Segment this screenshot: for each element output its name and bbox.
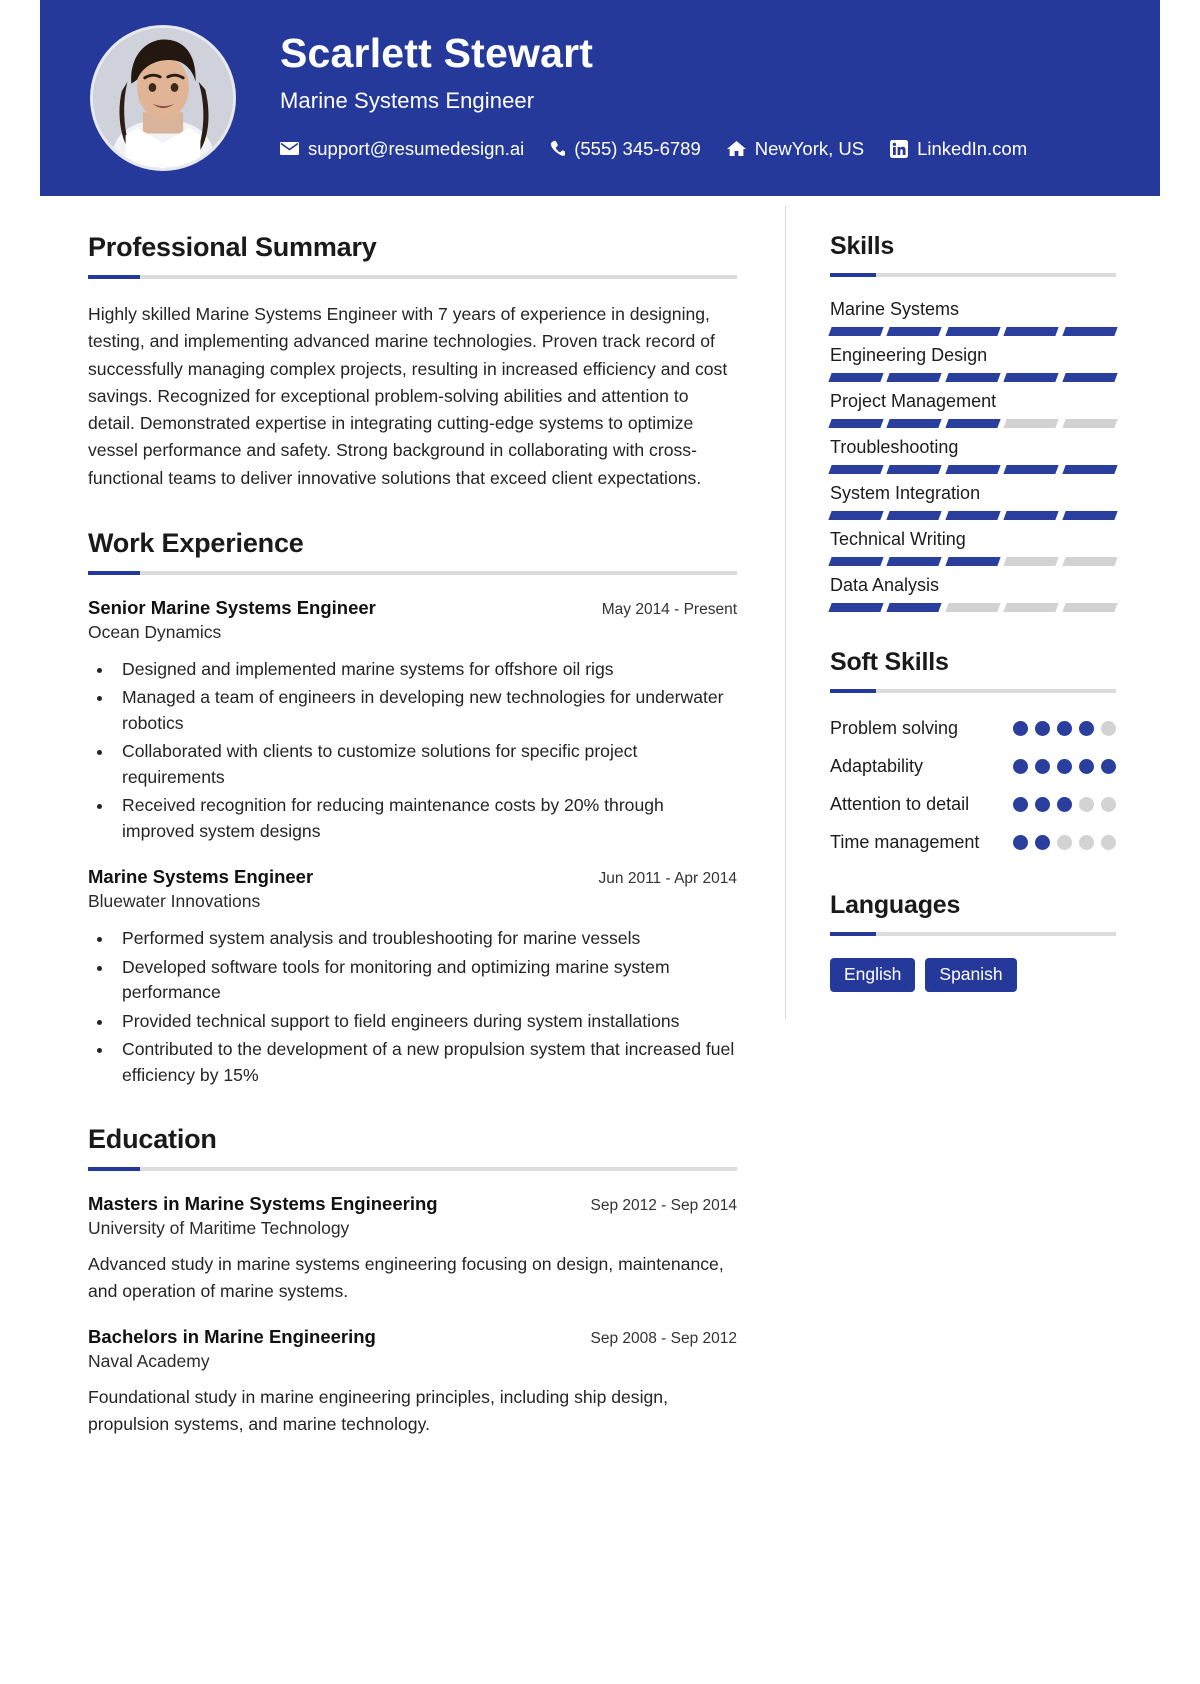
education-entry-title: Masters in Marine Systems Engineering xyxy=(88,1193,438,1215)
work-entry-title: Senior Marine Systems Engineer xyxy=(88,596,376,618)
skill-segment xyxy=(828,603,884,612)
section-soft-skills xyxy=(830,648,1116,855)
skill-item xyxy=(830,299,1116,336)
skill-label: System Integration xyxy=(830,483,981,503)
resume-page xyxy=(40,0,1160,1684)
soft-skill-dot xyxy=(1101,797,1116,812)
skill-segment xyxy=(828,557,884,566)
work-entry-bullets xyxy=(114,926,737,1088)
contact-email[interactable] xyxy=(280,138,524,160)
skill-segment xyxy=(828,511,884,520)
section-professional-summary xyxy=(88,232,737,492)
soft-skills-list xyxy=(830,715,1116,855)
soft-skill-dot xyxy=(1079,797,1094,812)
list-item: • Collaborated with clients to customize solutions for specific project requirements xyxy=(114,739,737,790)
soft-skill-dot xyxy=(1013,835,1028,850)
soft-skill-dot xyxy=(1079,835,1094,850)
soft-skill-label: Attention to detail xyxy=(830,794,970,815)
home-icon xyxy=(727,140,746,157)
soft-skills-heading: Soft Skills xyxy=(830,648,949,676)
education-entry-desc: Foundational study in marine engineering principles, including ship design, propulsion systems, and marine technology. xyxy=(88,1387,668,1434)
skill-segment xyxy=(887,557,943,566)
skill-label: Data Analysis xyxy=(830,575,940,595)
work-entry-title: Marine Systems Engineer xyxy=(88,866,314,888)
skill-bar xyxy=(830,373,1116,382)
skill-segment xyxy=(945,557,1001,566)
soft-skill-dot xyxy=(1035,797,1050,812)
skill-segment xyxy=(1004,465,1060,474)
skill-bar xyxy=(830,603,1116,612)
skills-heading: Skills xyxy=(830,232,895,260)
job-title: Marine Systems Engineer xyxy=(280,87,535,113)
page-title: Scarlett Stewart xyxy=(280,30,594,77)
skill-segment xyxy=(887,603,943,612)
skill-segment xyxy=(1004,603,1060,612)
skill-bar xyxy=(830,419,1116,428)
soft-skill-dot xyxy=(1035,721,1050,736)
skill-segment xyxy=(828,373,884,382)
languages-rule xyxy=(830,932,1116,936)
soft-skill-dot xyxy=(1101,721,1116,736)
skill-segment xyxy=(1062,603,1118,612)
skills-rule xyxy=(830,273,1116,277)
contact-location[interactable] xyxy=(727,138,864,160)
contact-linkedin[interactable] xyxy=(890,138,1027,160)
summary-rule xyxy=(88,275,737,279)
skill-label: Technical Writing xyxy=(830,529,966,549)
language-badge: Spanish xyxy=(925,958,1016,992)
skill-segment xyxy=(1062,327,1118,336)
skill-item xyxy=(830,575,1116,612)
soft-skill-dot xyxy=(1101,759,1116,774)
education-entry xyxy=(88,1193,737,1304)
education-entry-date: Sep 2008 - Sep 2012 xyxy=(590,1330,737,1348)
list-item: • Received recognition for reducing maintenance costs by 20% through improved system designs xyxy=(114,793,737,844)
contact-linkedin-label: LinkedIn.com xyxy=(917,137,1028,159)
skill-bar xyxy=(830,327,1116,336)
sidebar xyxy=(786,196,1160,1499)
education-entry-head xyxy=(88,1193,737,1215)
work-entry-org: Bluewater Innovations xyxy=(88,891,261,912)
skill-segment xyxy=(1062,465,1118,474)
education-entry-desc: Advanced study in marine systems engineering focusing on design, maintenance, and operation of marine systems. xyxy=(88,1254,724,1301)
soft-skill-rating xyxy=(1013,715,1116,736)
soft-skill-label: Adaptability xyxy=(830,756,924,777)
languages-heading: Languages xyxy=(830,891,961,920)
work-entry-date: Jun 2011 - Apr 2014 xyxy=(598,870,737,888)
education-entry-title: Bachelors in Marine Engineering xyxy=(88,1326,376,1348)
work-heading: Work Experience xyxy=(88,527,304,558)
contact-list xyxy=(280,138,1027,160)
soft-skill-label: Time management xyxy=(830,832,980,853)
linkedin-icon xyxy=(890,140,908,158)
skill-label: Troubleshooting xyxy=(830,437,959,457)
work-entry-head xyxy=(88,866,737,888)
list-item: • Contributed to the development of a new propulsion system that increased fuel efficiency by 15% xyxy=(114,1037,737,1088)
work-entry-org: Ocean Dynamics xyxy=(88,621,222,642)
skill-bar xyxy=(830,465,1116,474)
skills-list xyxy=(830,299,1116,612)
soft-skill-item xyxy=(830,715,1116,741)
skill-segment xyxy=(1062,419,1118,428)
skill-label: Engineering Design xyxy=(830,345,988,365)
skill-segment xyxy=(945,419,1001,428)
skill-item xyxy=(830,391,1116,428)
work-entry xyxy=(88,597,737,845)
languages-list xyxy=(830,958,1116,992)
header-text xyxy=(280,30,1027,165)
work-entry-head xyxy=(88,597,737,619)
skill-segment xyxy=(1004,373,1060,382)
work-entry xyxy=(88,866,737,1088)
section-work-experience xyxy=(88,528,737,1089)
skill-segment xyxy=(945,327,1001,336)
skill-bar xyxy=(830,511,1116,520)
education-entry-org: University of Maritime Technology xyxy=(88,1218,350,1239)
soft-skill-dot xyxy=(1035,759,1050,774)
soft-skill-dot xyxy=(1013,759,1028,774)
skill-segment xyxy=(887,511,943,520)
contact-location-label: NewYork, US xyxy=(754,137,865,159)
skill-segment xyxy=(1062,557,1118,566)
skill-segment xyxy=(828,327,884,336)
section-education xyxy=(88,1124,737,1437)
skill-bar xyxy=(830,557,1116,566)
soft-skill-item xyxy=(830,829,1116,855)
soft-skill-dot xyxy=(1057,797,1072,812)
portrait-photo xyxy=(93,28,233,168)
education-entry-date: Sep 2012 - Sep 2014 xyxy=(590,1197,737,1215)
education-entry xyxy=(88,1326,737,1437)
skill-segment xyxy=(887,327,943,336)
skill-segment xyxy=(1004,419,1060,428)
summary-heading: Professional Summary xyxy=(88,232,377,262)
skill-item xyxy=(830,345,1116,382)
skill-label: Marine Systems xyxy=(830,299,960,319)
list-item: • Provided technical support to field engineers during system installations xyxy=(114,1009,737,1035)
skill-segment xyxy=(1004,327,1060,336)
soft-skill-rating xyxy=(1013,753,1116,774)
skill-segment xyxy=(1062,511,1118,520)
soft-skills-rule xyxy=(830,689,1116,693)
soft-skill-dot xyxy=(1057,835,1072,850)
skill-segment xyxy=(887,419,943,428)
skill-segment xyxy=(1004,557,1060,566)
phone-icon xyxy=(550,140,565,158)
soft-skill-dot xyxy=(1013,721,1028,736)
skill-item xyxy=(830,483,1116,520)
list-item: • Performed system analysis and troubleshooting for marine vessels xyxy=(114,926,737,952)
skill-segment xyxy=(945,603,1001,612)
skill-segment xyxy=(887,465,943,474)
soft-skill-dot xyxy=(1101,835,1116,850)
education-heading: Education xyxy=(88,1124,217,1155)
section-languages xyxy=(830,891,1116,992)
soft-skill-dot xyxy=(1079,721,1094,736)
summary-text: Highly skilled Marine Systems Engineer with 7 years of experience in designing, testing, and implementing advanced marine technologies. Proven track record of successfully managing complex projects, resulting in increased efficiency and cost savings. Recognized for exceptional problem-solving abilities and attention to detail. Demonstrated expertise in integrating cutting-edge systems to optimize vessel performance and safety. Strong background in collaborating with cross-functional teams to deliver innovative solutions that exceed client expectations. xyxy=(88,304,728,488)
soft-skill-item xyxy=(830,753,1116,779)
skill-label: Project Management xyxy=(830,391,997,411)
contact-phone[interactable] xyxy=(550,138,701,160)
soft-skill-dot xyxy=(1057,759,1072,774)
skill-segment xyxy=(887,373,943,382)
list-item: • Developed software tools for monitoring and optimizing marine system performance xyxy=(114,955,737,1006)
soft-skill-dot xyxy=(1013,797,1028,812)
contact-email-label: support@resumedesign.ai xyxy=(308,137,525,159)
soft-skill-rating xyxy=(1013,791,1116,812)
list-item: • Designed and implemented marine systems for offshore oil rigs xyxy=(114,657,737,683)
education-entry-head xyxy=(88,1326,737,1348)
skill-segment xyxy=(1004,511,1060,520)
skill-segment xyxy=(828,465,884,474)
skill-segment xyxy=(828,419,884,428)
soft-skill-dot xyxy=(1035,835,1050,850)
soft-skill-label: Problem solving xyxy=(830,718,959,738)
section-skills xyxy=(830,232,1116,612)
main-column xyxy=(40,196,785,1499)
resume-body xyxy=(40,196,1160,1499)
soft-skill-item xyxy=(830,791,1116,817)
skill-item xyxy=(830,529,1116,566)
skill-segment xyxy=(1062,373,1118,382)
skill-segment xyxy=(945,511,1001,520)
work-entry-date: May 2014 - Present xyxy=(601,600,737,618)
soft-skill-dot xyxy=(1057,721,1072,736)
work-entry-bullets xyxy=(114,657,737,845)
resume-header xyxy=(40,0,1160,196)
soft-skill-dot xyxy=(1079,759,1094,774)
language-badge: English xyxy=(830,958,915,992)
skill-segment xyxy=(945,373,1001,382)
education-rule xyxy=(88,1167,737,1171)
list-item: • Managed a team of engineers in developing new technologies for underwater robotics xyxy=(114,685,737,736)
soft-skill-rating xyxy=(1013,829,1116,850)
education-entry-org: Naval Academy xyxy=(88,1351,210,1372)
skill-segment xyxy=(945,465,1001,474)
avatar xyxy=(90,25,236,171)
work-rule xyxy=(88,571,737,575)
skill-item xyxy=(830,437,1116,474)
contact-phone-label: (555) 345-6789 xyxy=(574,137,701,159)
envelope-icon xyxy=(280,141,299,156)
